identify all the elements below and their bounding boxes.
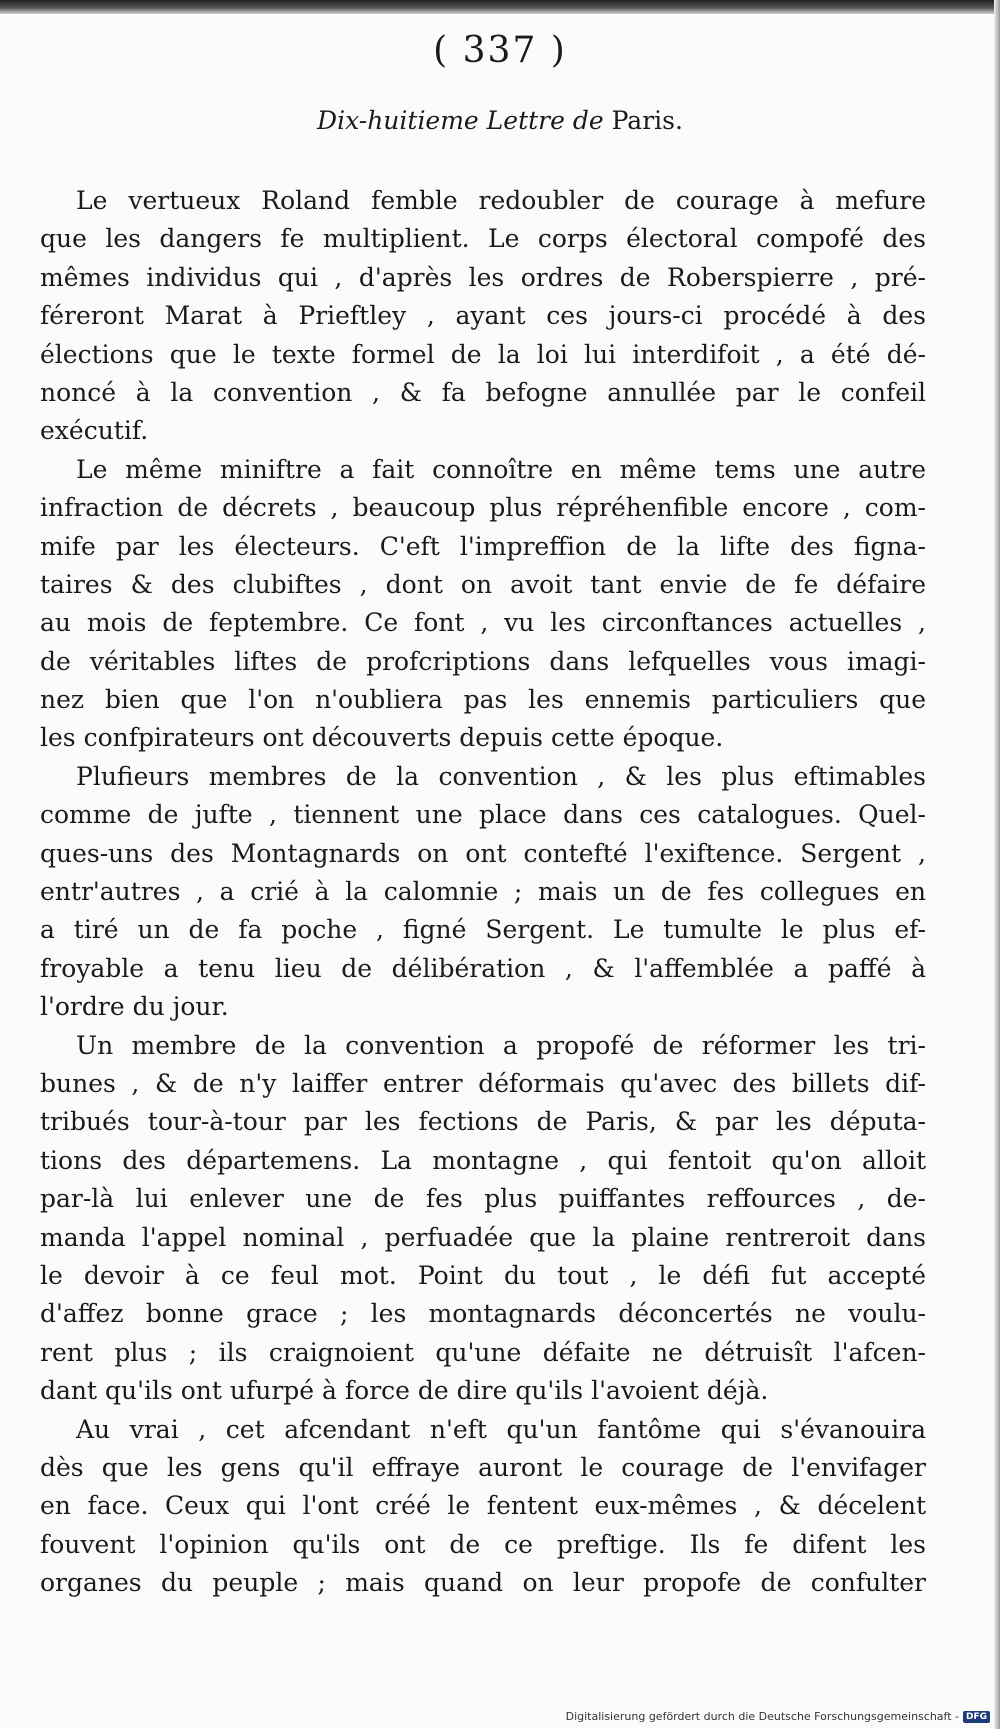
text-line: taires & des clubiftes , dont on avoit tant envie de fe défaire — [40, 569, 926, 599]
text-line: Le vertueux Roland femble redoubler de courage à mefure — [76, 186, 926, 215]
text-line: élections que le texte formel de la loi lui interdifoit , a été dé- — [40, 339, 926, 369]
text-line: mêmes individus qui , d'après les ordres de Roberspierre , pré- — [40, 262, 926, 292]
text-line: par-là lui enlever une de fes plus puiffantes reffources , de- — [40, 1184, 926, 1214]
page-number: ( 337 ) — [433, 30, 567, 71]
text-line: organes du peuple ; mais quand on leur propofe de confulter — [40, 1568, 926, 1598]
digitization-footer — [566, 1710, 990, 1723]
letter-title-place: Paris. — [611, 106, 683, 135]
text-line: dès que les gens qu'il effraye auront le courage de l'envifager — [40, 1452, 926, 1482]
text-line: au mois de feptembre. Ce font , vu les circonftances actuelles , — [40, 608, 926, 638]
text-line: bunes , & de n'y laiffer entrer déformais qu'avec des billets dif- — [40, 1068, 926, 1098]
text-line: Le même miniftre a fait connoître en même tems une autre — [76, 454, 926, 484]
text-line: ques-uns des Montagnards on ont contefté l'exiftence. Sergent , — [40, 838, 926, 868]
body-text — [40, 182, 926, 1602]
text-line: froyable a tenu lieu de délibération , & l'affemblée a paffé à — [40, 953, 926, 983]
text-line: a tiré un de fa poche , figné Sergent. Le tumulte le plus ef- — [40, 915, 926, 945]
text-line: mife par les électeurs. C'eft l'impreffion de la lifte des figna- — [40, 531, 926, 561]
text-line: noncé à la convention , & fa befogne annullée par le confeil — [40, 377, 926, 407]
text-line: manda l'appel nominal , perfuadée que la plaine rentreroit dans — [40, 1222, 926, 1252]
scan-top-edge — [0, 0, 1000, 14]
scan-right-edge — [994, 0, 1000, 1729]
text-line: les confpirateurs ont découverts depuis cette époque. — [40, 723, 724, 753]
text-line: exécutif. — [40, 416, 149, 446]
letter-title — [0, 106, 1000, 135]
text-line: tribués tour-à-tour par les fections de Paris, & par les députa- — [40, 1107, 926, 1137]
text-line: nez bien que l'on n'oubliera pas les ennemis particuliers que — [40, 685, 926, 715]
text-line: que les dangers fe multiplient. Le corps électoral compofé des — [40, 224, 926, 254]
text-line: en face. Ceux qui l'ont créé le fentent eux-mêmes , & décelent — [40, 1491, 926, 1521]
text-line: Un membre de la convention a propofé de réformer les tri- — [76, 1030, 926, 1060]
letter-title-italic: Dix-huitieme Lettre de — [317, 106, 604, 135]
text-line: de véritables liftes de profcriptions dans lefquelles vous imagi- — [40, 646, 926, 676]
text-line: dant qu'ils ont ufurpé à force de dire qu'ils l'avoient déjà. — [40, 1376, 769, 1406]
text-line: Au vrai , cet afcendant n'eft qu'un fantôme qui s'évanouira — [76, 1414, 926, 1444]
text-line: tions des départemens. La montagne , qui fentoit qu'on alloit — [40, 1145, 926, 1175]
text-line: rent plus ; ils craignoient qu'une défaite ne détruisît l'afcen- — [40, 1337, 926, 1367]
text-line: féreront Marat à Prieftley , ayant ces jours-ci procédé à des — [40, 301, 926, 331]
text-line: l'ordre du jour. — [40, 992, 229, 1022]
dfg-logo: DFG — [963, 1711, 990, 1723]
text-line: d'affez bonne grace ; les montagnards déconcertés ne voulu- — [40, 1299, 926, 1329]
text-line: infraction de décrets , beaucoup plus répréhenfible encore , com- — [40, 493, 926, 523]
text-line: Plufieurs membres de la convention , & les plus eftimables — [76, 761, 926, 791]
footer-text: Digitalisierung gefördert durch die Deutsche Forschungsgemeinschaft - — [565, 1710, 959, 1723]
text-line: entr'autres , a crié à la calomnie ; mais un de fes collegues en — [40, 877, 926, 907]
text-line: comme de jufte , tiennent une place dans ces catalogues. Quel- — [40, 800, 926, 830]
text-line: le devoir à ce feul mot. Point du tout , le défi fut accepté — [40, 1260, 926, 1290]
text-line: fouvent l'opinion qu'ils ont de ce preftige. Ils fe difent les — [40, 1529, 926, 1559]
